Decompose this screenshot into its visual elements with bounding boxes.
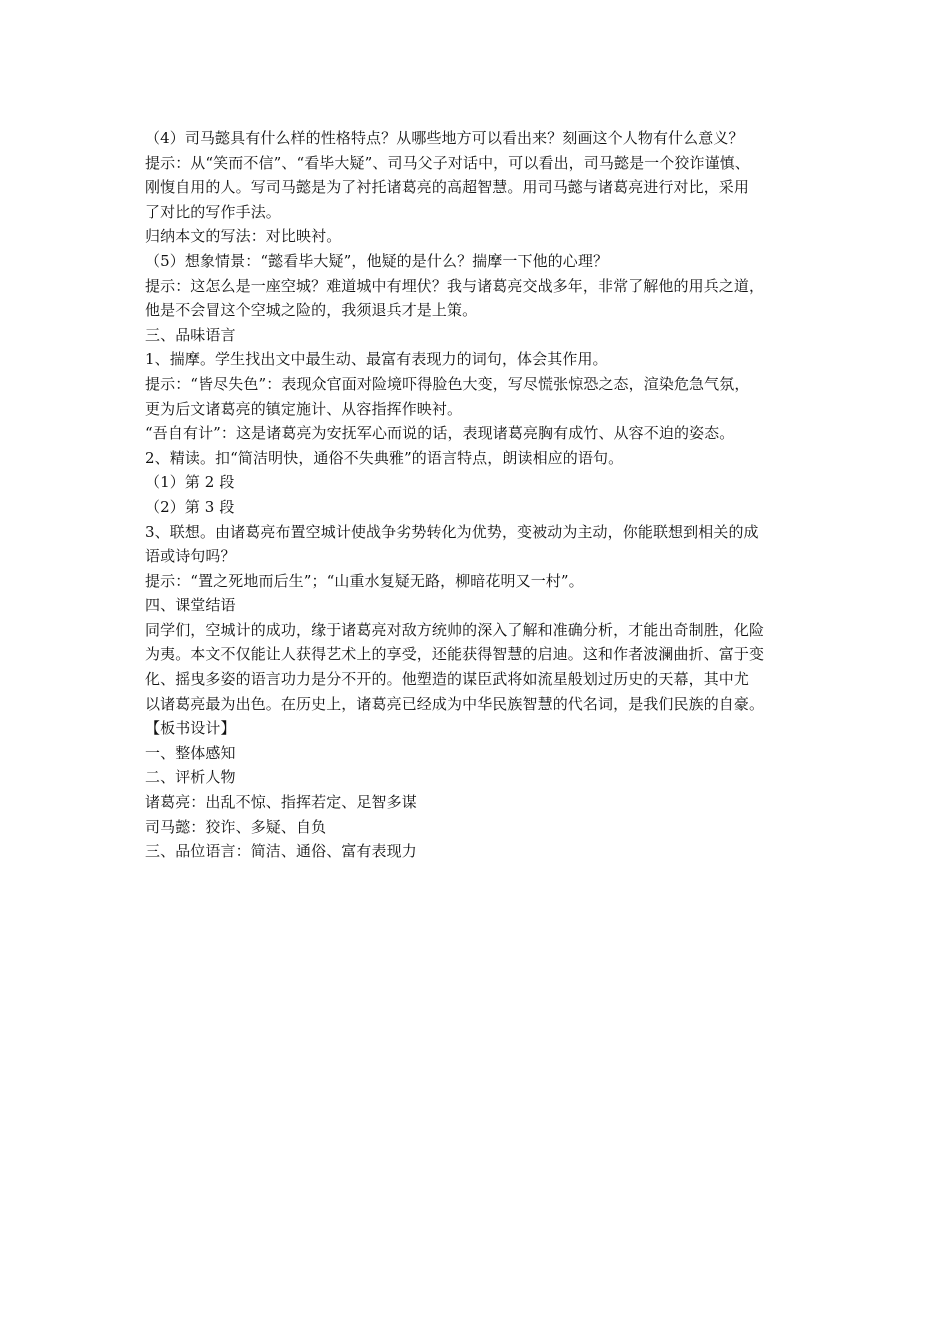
body-text-line: 语或诗句吗？ (145, 547, 236, 566)
question-4-line: （4）司马懿具有什么样的性格特点？从哪些地方可以看出来？刻画这个人物有什么意义？ (145, 129, 744, 147)
question-5-line: （5）想象情景：“懿看毕大疑”，他疑的是什么？揣摩一下他的心理？ (145, 251, 609, 270)
conclusion-line: 为夷。本文不仅能让人获得艺术上的享受，还能获得智慧的启迪。这和作者波澜曲折、富于变 (145, 645, 765, 664)
section-heading: 三、品味语言 (145, 325, 236, 344)
conclusion-line: 同学们，空城计的成功，缘于诸葛亮对敌方统帅的深入了解和准确分析，才能出奇制胜，化险 (145, 620, 765, 639)
body-text-line: 了对比的写作手法。 (145, 202, 281, 221)
sub-item-line: （2）第 3 段 (145, 497, 235, 516)
conclusion-line: 化、摇曳多姿的语言功力是分不开的。他塑造的谋臣武将如流星般划过历史的天幕，其中尤 (145, 670, 750, 689)
item-2-line: 2、精读。扣“简洁明快，通俗不失典雅”的语言特点，朗读相应的语句。 (145, 448, 624, 467)
body-text-line: 他是不会冒这个空城之险的，我须退兵才是上策。 (145, 301, 478, 320)
body-text-line: “吾自有计”：这是诸葛亮为安抚军心而说的话，表现诸葛亮胸有成竹、从容不迫的姿态。 (145, 424, 735, 443)
item-1-line: 1、揣摩。学生找出文中最生动、最富有表现力的词句，体会其作用。 (145, 350, 608, 369)
hint-line: 提示：从“笑而不信”、“看毕大疑”、司马父子对话中，可以看出，司马懿是一个狡诈谨慎、 (145, 153, 750, 172)
document-body (145, 126, 815, 864)
board-design-heading: 【板书设计】 (145, 719, 236, 738)
body-text-line: 更为后文诸葛亮的镇定施计、从容指挥作映衬。 (145, 399, 463, 418)
hint-line: 提示：这怎么是一座空城？难道城中有埋伏？我与诸葛亮交战多年，非常了解他的用兵之道， (145, 276, 765, 295)
item-3-line: 3、联想。由诸葛亮布置空城计使战争劣势转化为优势，变被动为主动，你能联想到相关的成 (145, 522, 759, 541)
board-item: 司马懿：狡诈、多疑、自负 (145, 817, 327, 836)
board-item: 三、品位语言：简洁、通俗、富有表现力 (145, 842, 417, 861)
board-item: 一、整体感知 (145, 743, 236, 762)
summary-line: 归纳本文的写法：对比映衬。 (145, 227, 342, 246)
section-heading: 四、课堂结语 (145, 596, 236, 615)
hint-line: 提示：“置之死地而后生”；“山重水复疑无路，柳暗花明又一村”。 (145, 571, 584, 590)
sub-item-line: （1）第 2 段 (145, 473, 235, 492)
board-item: 二、评析人物 (145, 768, 236, 787)
hint-line: 提示：“皆尽失色”：表现众官面对险境吓得脸色大变，写尽慌张惊恐之态，渲染危急气氛， (145, 374, 750, 393)
conclusion-line: 以诸葛亮最为出色。在历史上，诸葛亮已经成为中华民族智慧的代名词，是我们民族的自豪。 (145, 694, 765, 713)
board-item: 诸葛亮：出乱不惊、指挥若定、足智多谋 (145, 793, 417, 812)
body-text-line: 刚愎自用的人。写司马懿是为了衬托诸葛亮的高超智慧。用司马懿与诸葛亮进行对比，采用 (145, 178, 750, 197)
